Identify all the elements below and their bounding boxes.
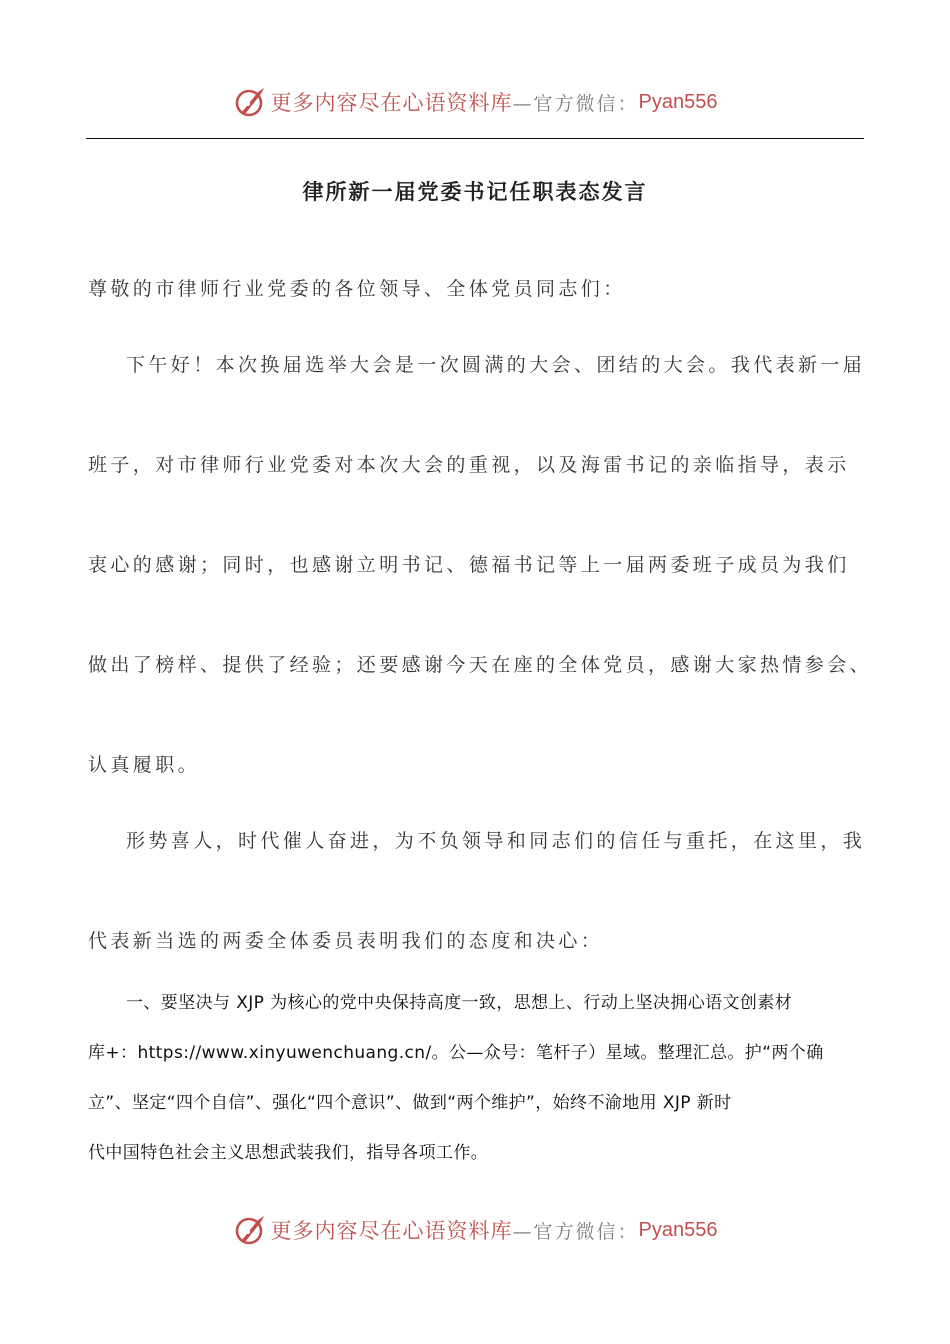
document-title: 律所新一届党委书记任职表态发言 (302, 180, 648, 204)
paragraph-1-line: 下午好！本次换届选举大会是一次圆满的大会、团结的大会。我代表新一届 (126, 354, 866, 376)
paragraph-3-line: 代中国特色社会主义思想武装我们，指导各项工作。 (88, 1143, 489, 1163)
paragraph-1-line: 衷心的感谢；同时，也感谢立明书记、德福书记等上一届两委班子成员为我们 (88, 554, 850, 576)
paragraph-1-line: 班子，对市律师行业党委对本次大会的重视，以及海雷书记的亲临指导，表示 (88, 454, 850, 476)
quill-logo-icon (233, 1213, 267, 1247)
banner-wechat-id: Pyan556 (638, 90, 718, 113)
paragraph-1-line: 做出了榜样、提供了经验；还要感谢今天在座的全体党员，感谢大家热情参会、 (88, 654, 873, 676)
header-divider (86, 138, 864, 139)
header-banner (0, 80, 950, 124)
salutation: 尊敬的市律师行业党委的各位领导、全体党员同志们： (88, 278, 626, 300)
paragraph-3-line: 一、要坚决与 XJP 为核心的党中央保持高度一致，思想上、行动上坚决拥心语文创素材 (126, 993, 793, 1013)
footer-banner (0, 1208, 950, 1252)
paragraph-3-line: 立”、坚定“四个自信”、强化“四个意识”、做到“两个维护”，始终不渝地用 XJP 新时 (88, 1093, 732, 1113)
banner-official-label: —官方微信： (512, 92, 639, 115)
banner-official-label: —官方微信： (512, 1220, 639, 1243)
banner-tagline: 更多内容尽在心语资料库 (270, 1219, 513, 1243)
banner-tagline: 更多内容尽在心语资料库 (270, 91, 513, 115)
banner-wechat-id: Pyan556 (638, 1218, 718, 1241)
paragraph-2-line: 代表新当选的两委全体委员表明我们的态度和决心： (88, 930, 604, 952)
paragraph-1-line: 认真履职。 (88, 754, 201, 776)
quill-logo-icon (233, 85, 267, 119)
paragraph-3-line: 库+：https://www.xinyuwenchuang.cn/。公—众号：笔杆子）星域。整理汇总。护“两个确 (88, 1043, 824, 1063)
paragraph-2-line: 形势喜人，时代催人奋进，为不负领导和同志们的信任与重托，在这里，我 (126, 830, 866, 852)
